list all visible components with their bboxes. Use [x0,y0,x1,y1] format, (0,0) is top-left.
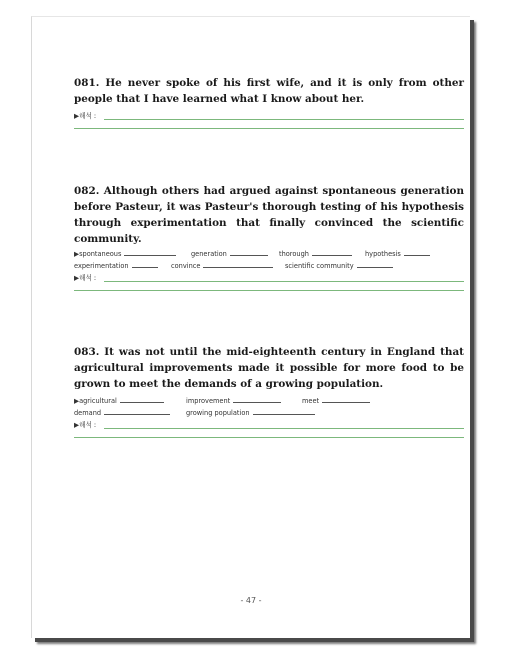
answer-rule [104,119,464,120]
answer-rule [104,428,464,429]
document-page [31,16,470,638]
vocab-item[interactable]: demand [74,407,170,419]
question-083 [74,344,464,438]
vocab-item[interactable]: generation [191,248,268,260]
vocab-item[interactable]: meet [302,395,370,407]
vocab-item[interactable]: hypothesis [365,248,430,260]
answer-rule [104,281,464,282]
vocab-item[interactable]: scientific community [285,260,393,272]
vocab-item[interactable]: improvement [186,395,281,407]
vocab-item[interactable]: ▶spontaneous [74,248,176,260]
question-082 [74,183,464,291]
question-081-text: 081. He never spoke of his first wife, and it is only from other people that I have learned what I know about her. [74,77,464,105]
vocab-item[interactable]: growing population [186,407,315,419]
answer-label: ▶해석 : [74,112,97,120]
answer-label: ▶해석 : [74,274,97,282]
page-number: - 47 - [240,596,262,605]
vocab-item[interactable]: ▶agricultural [74,395,164,407]
question-083-text: 083. It was not until the mid-eighteenth century in England that agricultural improvements made it possible for more food to be grown to meet the demands of a growing population. [74,346,464,390]
question-083-answer-line[interactable] [74,419,464,433]
vocab-row-2 [74,260,464,272]
answer-rule-extra [74,128,464,129]
vocab-row-2 [74,407,464,419]
vocab-row-1 [74,395,464,407]
question-081 [74,75,464,129]
vocab-row-1 [74,248,464,260]
answer-rule-extra [74,437,464,438]
answer-rule-extra [74,290,464,291]
question-082-answer-line[interactable] [74,272,464,286]
vocab-item[interactable]: thorough [279,248,352,260]
question-081-answer-line[interactable] [74,110,464,124]
question-082-text: 082. Although others had argued against spontaneous generation before Pasteur, it was Pasteur's thorough testing of his hypothesis through experimentation that finally convinced the scientific community. [74,185,464,245]
vocab-item[interactable]: experimentation [74,260,158,272]
vocab-item[interactable]: convince [171,260,273,272]
answer-label: ▶해석 : [74,421,97,429]
